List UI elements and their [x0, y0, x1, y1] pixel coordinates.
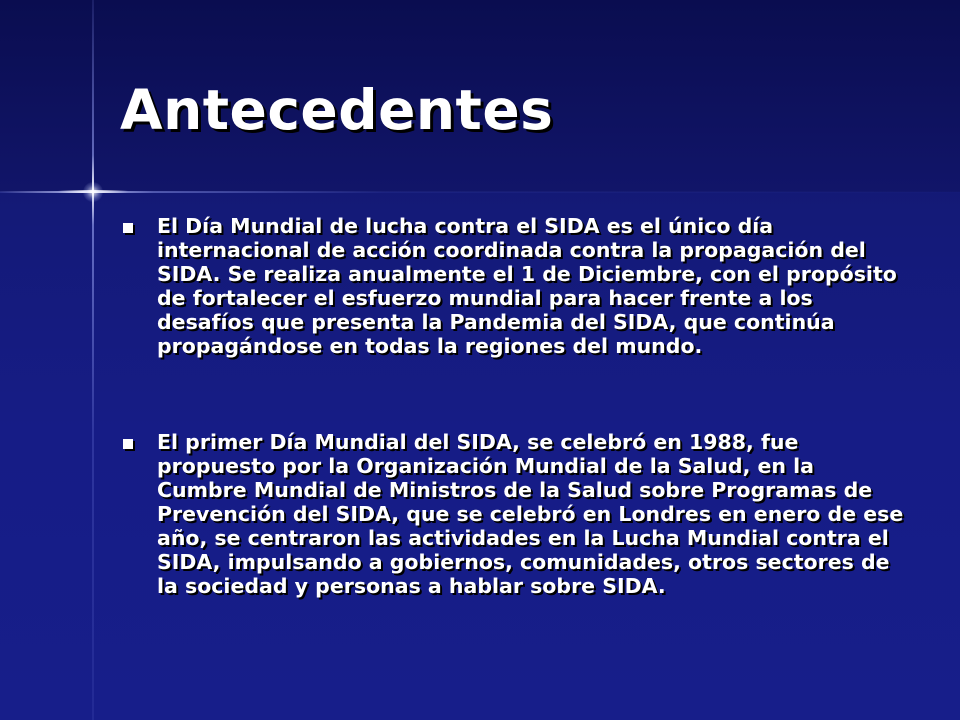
sparkle-icon — [83, 182, 103, 202]
bullet-text: El Día Mundial de lucha contra el SIDA es el único día internacional de acción coordinada contra la propagación del SIDA. Se realiza anualmente el 1 de Diciembre, con el propósito de fortalecer el esfuerzo mundial para hacer frente a los desafíos que presenta la Pandemia del SIDA, que continúa propagándose en todas la regiones del mundo. — [157, 214, 897, 358]
bullet-item — [120, 430, 910, 598]
vertical-accent-line — [92, 0, 94, 720]
slide-title: Antecedentes — [120, 78, 554, 142]
horizontal-accent-line — [0, 191, 960, 193]
square-bullet-icon — [123, 223, 133, 233]
square-bullet-icon — [123, 439, 133, 449]
bullet-item — [120, 214, 910, 358]
bullet-text: El primer Día Mundial del SIDA, se celebró en 1988, fue propuesto por la Organización Mundial de la Salud, en la Cumbre Mundial de Ministros de la Salud sobre Programas de Prevención del SIDA, que se celebró en Londres en enero de ese año, se centraron las actividades en la Lucha Mundial contra el SIDA, impulsando a gobiernos, comunidades, otros sectores de la sociedad y personas a hablar sobre SIDA. — [157, 430, 904, 598]
bullet-list — [120, 214, 910, 598]
